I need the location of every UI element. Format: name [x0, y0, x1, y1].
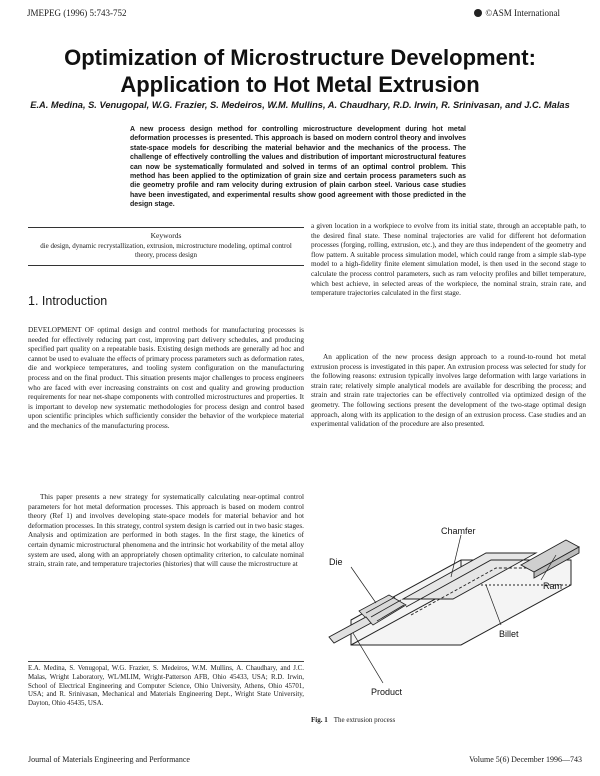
- label-product: Product: [371, 687, 403, 697]
- title-line-1: Optimization of Microstructure Development:: [64, 45, 536, 70]
- footnote-divider: [28, 661, 304, 662]
- figure-caption: [311, 716, 395, 724]
- body-paragraph: This paper presents a new strategy for systematically calculating near-optimal control parameters for hot metal deformation processes. This approach is based on modern control theory (Ref 1) and involves developing state-space models for material behavior and hot deformation processes. In this strategy, control system design is carried out in two basic stages. Analysis and optimization are performed in both stages. In the first stage, the kinetics of certain dynamic microstructural phenomena and the intrinsic hot workability of the metal alloy system are used, along with an appropriately chosen optimality criterion, to calculate nominal strain, strain rate, and temperature trajectories (histories) that will cause the microstructure at: [28, 493, 304, 569]
- author-list: E.A. Medina, S. Venugopal, W.G. Frazier, S. Medeiros, W.M. Mullins, A. Chaudhary, R.D. Irwin, R. Srinivasan, and J.C. Malas: [30, 100, 570, 110]
- right-column-paragraph-1: [311, 222, 586, 299]
- publisher-text: ©ASM International: [485, 8, 560, 18]
- title-line-2: Application to Hot Metal Extrusion: [120, 72, 480, 97]
- author-affiliations: E.A. Medina, S. Venugopal, W.G. Frazier, S. Medeiros, W.M. Mullins, A. Chaudhary, and J.C. Malas, Wright Laboratory, WL/MLIM, Wright-Patterson AFB, Ohio 45433, USA; R.D. Irwin, School of Electrical Engineering and Computer Science, Ohio University, Athens, Ohio 45701, USA; and R. Srinivasan, Mechanical and Materials Engineering Dept., Wright State University, Dayton, Ohio 45435, USA.: [28, 665, 304, 708]
- publisher: [474, 8, 560, 18]
- label-billet: Billet: [499, 629, 519, 639]
- footer-journal: Journal of Materials Engineering and Performance: [28, 755, 190, 764]
- label-ram: Ram: [543, 581, 563, 591]
- abstract: A new process design method for controlling microstructure development during hot metal deformation processes is presented. This approach is based on modern control theory and involves state-space models for describing the material behavior and the mechanics of the process. The challenge of effectively controlling the values and distribution of important microstructural features can now be systematically formulated and solved in terms of an optimal control problem. This method has been applied to the optimization of grain size and certain process parameters such as die geometry profile and ram velocity during extrusion of plain carbon steel. Various case studies have been investigated, and experimental results show good agreement with those predicted in the design stage.: [130, 126, 466, 209]
- section-heading: 1. Introduction: [28, 294, 108, 308]
- body-paragraph: DEVELOPMENT OF optimal design and control methods for manufacturing processes is needed for effectively reducing part cost, improving part delivery schedules, and producing specified part quality on a repeatable basis. Existing design methods are generally ad hoc and cannot be used to evaluate the effects of primary process parameters such as deformation rates, die and workpiece temperatures, and tooling system configuration on the manufacturing process and on the final product. This situation presents major challenges to process engineers who are faced with ever increasing constraints on cost and quality and growing production requirements for near net-shape components with controlled microstructures and properties. It is important to develop new systematic methodologies for process design and control based upon scientific principles which sufficiently consider the behavior of the workpiece material and the mechanics of the manufacturing process.: [28, 326, 304, 430]
- left-column-paragraph-2: [28, 493, 304, 570]
- asm-logo-icon: [474, 9, 482, 17]
- keywords-text: die design, dynamic recrystallization, extrusion, microstructure modeling, optimal control theory, process design: [40, 242, 292, 259]
- body-paragraph: a given location in a workpiece to evolve from its initial state, through an acceptable path, to the desired final state. These nominal trajectories are valid for different hot deformation processes (forging, rolling, extrusion, etc.), and they are thus independent of the geometry and flow pattern. A suitable process simulation model, which could range from a simple slab-type model to a high-fidelity finite element simulation model, is then used in the second stage to calculate the process control parameters, such as ram velocity profiles and billet temperature, which best achieve, in selected areas of the workpiece, the nominal strain, strain rate, and temperature trajectories calculated in the first stage.: [311, 222, 586, 298]
- label-die: Die: [329, 557, 343, 567]
- paper-title: [20, 44, 580, 98]
- right-column-paragraph-2: [311, 353, 586, 430]
- figure-caption-text: The extrusion process: [333, 716, 396, 724]
- figure-number: Fig. 1: [311, 716, 328, 724]
- footer-volume: Volume 5(6) December 1996—743: [469, 755, 582, 764]
- label-chamfer: Chamfer: [441, 526, 476, 536]
- extrusion-figure: [311, 525, 586, 700]
- journal-reference: JMEPEG (1996) 5:743-752: [27, 8, 127, 18]
- body-paragraph: An application of the new process design approach to a round-to-round hot metal extrusion process is investigated in this paper. An extrusion process was selected for study for the following reasons: extrusion typically involves large deformation with large variations in strain rate; relatively simple analytical models are available for describing the process; and strain and strain rate trajectories can be effectively controlled via optimized design of the geometry. The following sections present the development of the two-stage optimal design approach, along with its application to the design of an extrusion process. Case studies and an experimental validation of the procedure are also presented.: [311, 353, 586, 429]
- keywords-title: Keywords: [150, 231, 182, 240]
- keywords-box: [28, 227, 304, 266]
- left-column-paragraph-1: [28, 326, 304, 432]
